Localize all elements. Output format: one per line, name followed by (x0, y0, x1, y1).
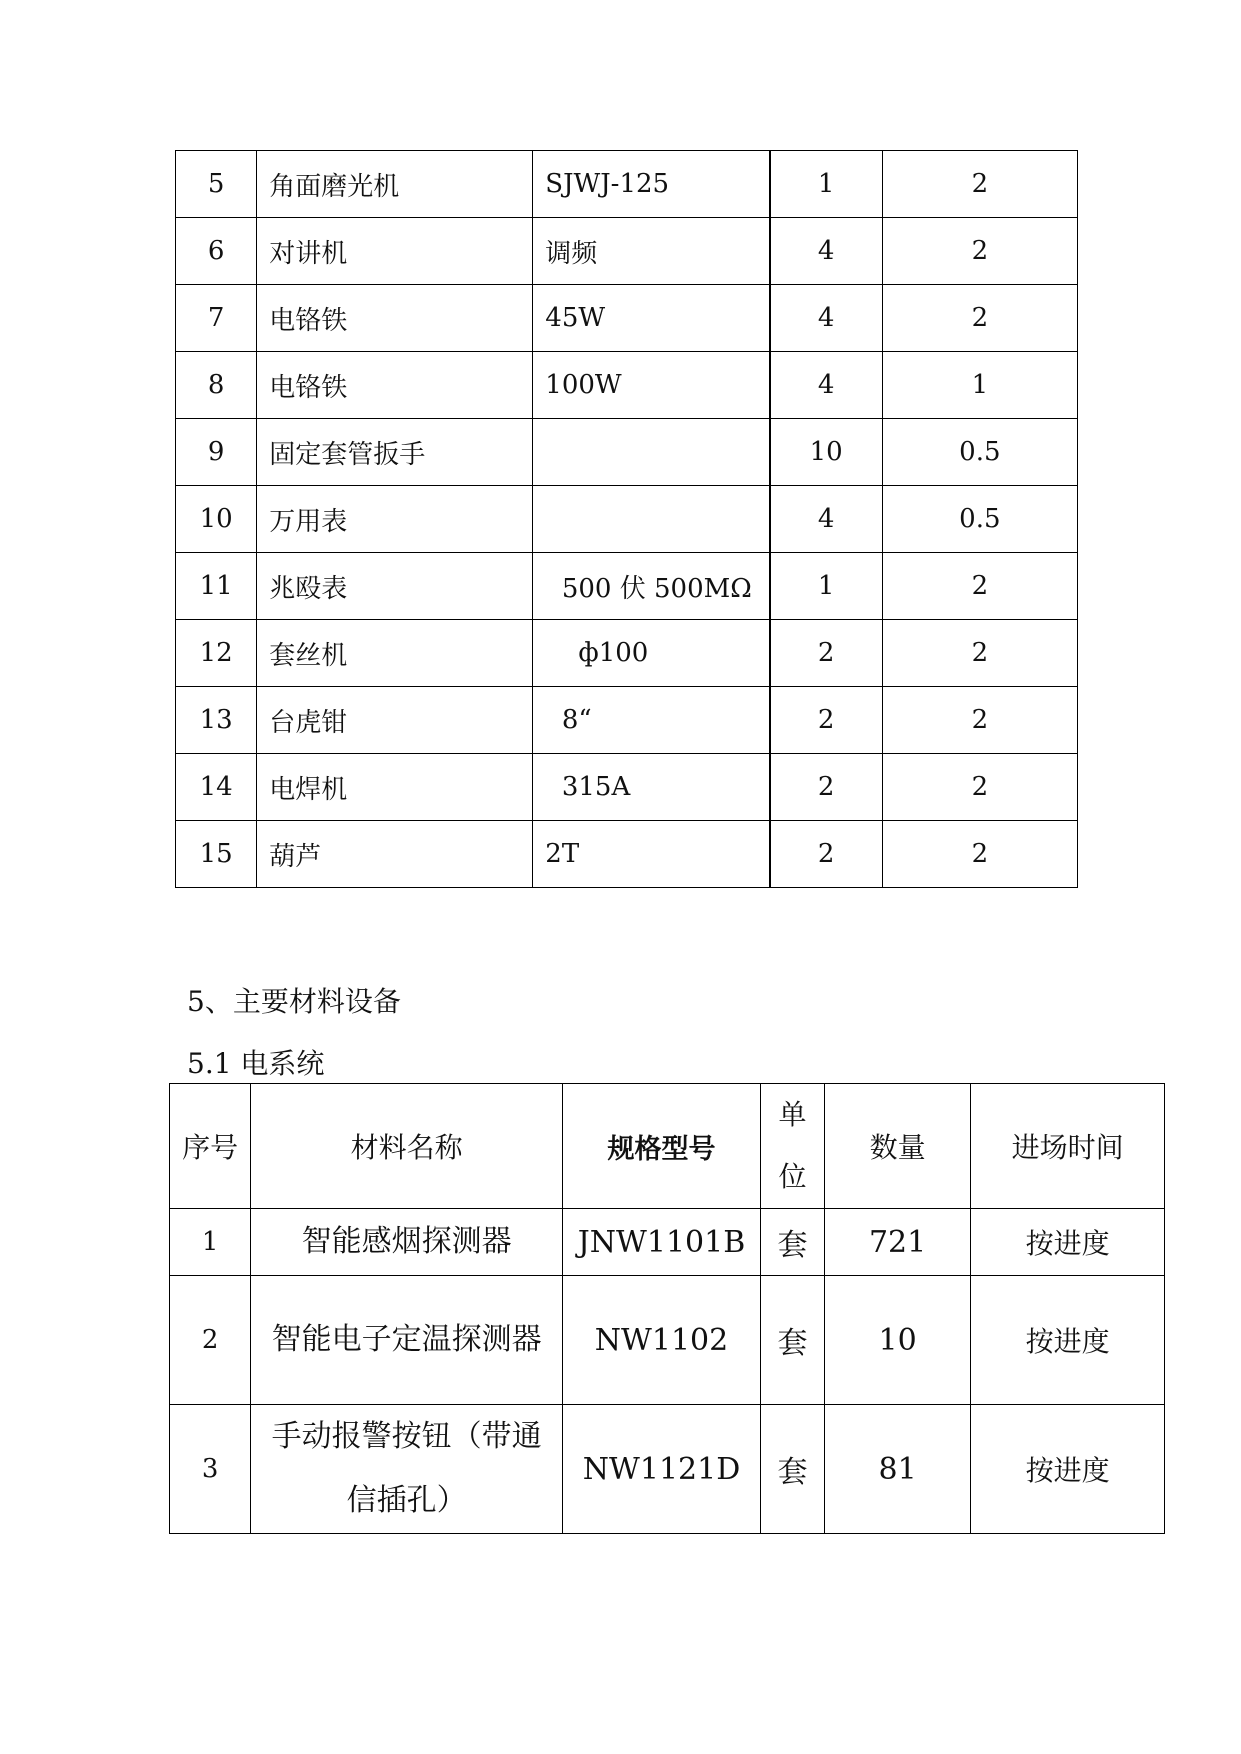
tool-name: 葫芦 (257, 821, 533, 888)
header-spec: 规格型号 (563, 1084, 761, 1209)
header-unit (761, 1084, 825, 1209)
header-qty: 数量 (825, 1084, 971, 1209)
table-row (176, 285, 1078, 352)
tool-value: 1 (882, 352, 1077, 419)
tool-spec: 100W (533, 352, 770, 419)
material-unit: 套 (761, 1209, 825, 1276)
row-number: 6 (176, 218, 257, 285)
tool-qty: 1 (770, 151, 883, 218)
table-row (176, 486, 1078, 553)
tool-value: 2 (882, 687, 1077, 754)
header-unit-line1: 单 (778, 1098, 807, 1131)
table-row (170, 1276, 1165, 1405)
table-row (176, 687, 1078, 754)
material-time: 按进度 (971, 1405, 1165, 1534)
tool-qty: 2 (770, 821, 883, 888)
tools-table (175, 150, 1078, 888)
table-row (176, 821, 1078, 888)
tool-qty: 2 (770, 754, 883, 821)
tool-value: 2 (882, 754, 1077, 821)
section-heading: 5、主要材料设备 (187, 985, 401, 1018)
row-number: 11 (176, 553, 257, 620)
table-row (176, 754, 1078, 821)
material-qty: 10 (825, 1276, 971, 1405)
table-header-row (170, 1084, 1165, 1209)
row-number: 8 (176, 352, 257, 419)
material-unit: 套 (761, 1276, 825, 1405)
tool-spec: 8“ (533, 687, 770, 754)
tool-name: 万用表 (257, 486, 533, 553)
tool-name: 电铬铁 (257, 285, 533, 352)
material-name: 智能电子定温探测器 (251, 1276, 563, 1405)
table-row (176, 218, 1078, 285)
tool-name: 电铬铁 (257, 352, 533, 419)
material-time: 按进度 (971, 1276, 1165, 1405)
row-number: 3 (170, 1405, 251, 1534)
tool-value: 2 (882, 285, 1077, 352)
header-name: 材料名称 (251, 1084, 563, 1209)
subsection-heading: 5.1 电系统 (187, 1047, 325, 1080)
material-qty: 81 (825, 1405, 971, 1534)
row-number: 2 (170, 1276, 251, 1405)
materials-table (169, 1083, 1165, 1534)
table-row (176, 620, 1078, 687)
row-number: 1 (170, 1209, 251, 1276)
tool-value: 0.5 (882, 419, 1077, 486)
tool-value: 2 (882, 151, 1077, 218)
tool-spec: 45W (533, 285, 770, 352)
row-number: 15 (176, 821, 257, 888)
tool-spec: ф100 (533, 620, 770, 687)
row-number: 14 (176, 754, 257, 821)
tool-spec: 调频 (533, 218, 770, 285)
row-number: 9 (176, 419, 257, 486)
table-row (176, 151, 1078, 218)
row-number: 13 (176, 687, 257, 754)
tool-value: 2 (882, 620, 1077, 687)
tool-qty: 4 (770, 352, 883, 419)
table-row (176, 419, 1078, 486)
tool-spec: 2T (533, 821, 770, 888)
table-row (176, 553, 1078, 620)
table-row (170, 1209, 1165, 1276)
tool-value: 2 (882, 821, 1077, 888)
material-spec: NW1102 (563, 1276, 761, 1405)
material-qty: 721 (825, 1209, 971, 1276)
tool-qty: 1 (770, 553, 883, 620)
tool-qty: 2 (770, 687, 883, 754)
material-spec: NW1121D (563, 1405, 761, 1534)
tool-qty: 10 (770, 419, 883, 486)
tool-spec: 315A (533, 754, 770, 821)
tool-qty: 4 (770, 285, 883, 352)
tool-value: 2 (882, 218, 1077, 285)
tool-name: 固定套管扳手 (257, 419, 533, 486)
tool-name: 电焊机 (257, 754, 533, 821)
tool-qty: 2 (770, 620, 883, 687)
row-number: 10 (176, 486, 257, 553)
material-unit: 套 (761, 1405, 825, 1534)
header-unit-line2: 位 (778, 1160, 807, 1193)
material-name: 智能感烟探测器 (251, 1209, 563, 1276)
header-no: 序号 (170, 1084, 251, 1209)
tool-spec: SJWJ-125 (533, 151, 770, 218)
row-number: 5 (176, 151, 257, 218)
header-time: 进场时间 (971, 1084, 1165, 1209)
tool-spec: 500 伏 500MΩ (533, 553, 770, 620)
material-name: 手动报警按钮（带通信插孔） (251, 1405, 563, 1534)
tool-value: 0.5 (882, 486, 1077, 553)
tool-qty: 4 (770, 218, 883, 285)
material-time: 按进度 (971, 1209, 1165, 1276)
table-row (170, 1405, 1165, 1534)
row-number: 12 (176, 620, 257, 687)
tool-name: 台虎钳 (257, 687, 533, 754)
row-number: 7 (176, 285, 257, 352)
tool-spec (533, 486, 770, 553)
tool-qty: 4 (770, 486, 883, 553)
material-spec: JNW1101B (563, 1209, 761, 1276)
tool-spec (533, 419, 770, 486)
tool-value: 2 (882, 553, 1077, 620)
tool-name: 兆殴表 (257, 553, 533, 620)
table-row (176, 352, 1078, 419)
tool-name: 角面磨光机 (257, 151, 533, 218)
tool-name: 套丝机 (257, 620, 533, 687)
tool-name: 对讲机 (257, 218, 533, 285)
